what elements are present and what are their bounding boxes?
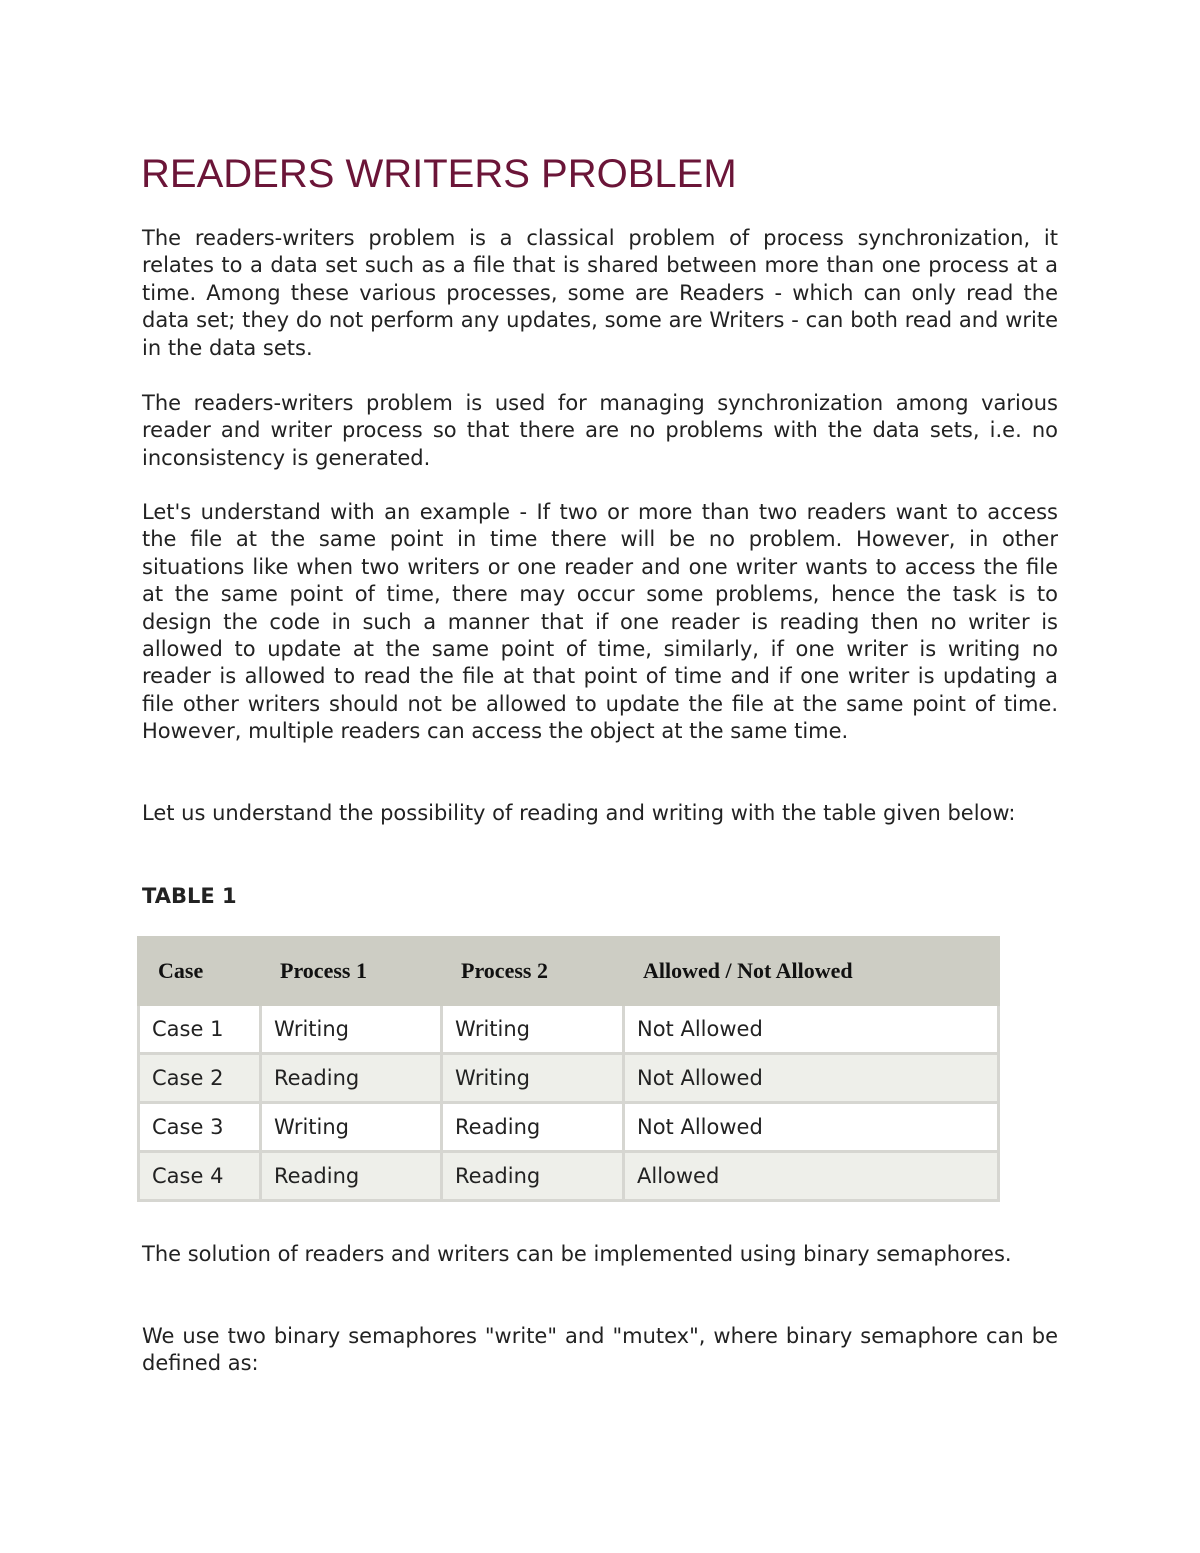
paragraph-example: Let's understand with an example - If two or more than two readers want to access the file at the same point in time there will be no problem. However, in other situations like when two writers or one reader and one writer wants to access the file at the same point of time, there may occur some problems, hence the task is to design the code in such a manner that if one reader is reading then no writer is allowed to update at the same point of time, similarly, if one writer is writing no reader is allowed to read the file at that point of time and if one writer is updating a file other writers should not be allowed to update the file at the same point of time. However, multiple readers can access the object at the same time. <box>142 500 1058 744</box>
table-row <box>139 1152 999 1201</box>
table-cell-case: Case 1 <box>139 1005 261 1054</box>
table-cell-process-1: Reading <box>261 1152 442 1201</box>
page-title: READERS WRITERS PROBLEM <box>141 152 737 196</box>
paragraph-semaphores: We use two binary semaphores "write" and "mutex", where binary semaphore can be defined as: <box>142 1324 1058 1376</box>
table-cell-process-2: Reading <box>442 1152 624 1201</box>
table-cell-process-1: Writing <box>261 1103 442 1152</box>
table-header-process-2: Process 2 <box>442 938 624 1005</box>
table-cell-case: Case 2 <box>139 1054 261 1103</box>
table-cell-process-2: Writing <box>442 1054 624 1103</box>
cases-table <box>137 936 1000 1202</box>
cases-table-container <box>137 936 997 1202</box>
table-cell-allowed: Not Allowed <box>624 1054 999 1103</box>
paragraph-solution: The solution of readers and writers can be implemented using binary semaphores. <box>142 1242 1012 1266</box>
table-cell-process-1: Writing <box>261 1005 442 1054</box>
table-row <box>139 1103 999 1152</box>
table-cell-allowed: Allowed <box>624 1152 999 1201</box>
table-header-case: Case <box>139 938 261 1005</box>
table-cell-process-2: Reading <box>442 1103 624 1152</box>
paragraph-intro: The readers-writers problem is a classical problem of process synchronization, it relates to a data set such as a file that is shared between more than one process at a time. Among these various processes, some are Readers - which can only read the data set; they do not perform any updates, some are Writers - can both read and write in the data sets. <box>142 226 1058 360</box>
table-cell-process-1: Reading <box>261 1054 442 1103</box>
table-cell-allowed: Not Allowed <box>624 1005 999 1054</box>
table-row <box>139 1005 999 1054</box>
table-cell-case: Case 3 <box>139 1103 261 1152</box>
table-cell-process-2: Writing <box>442 1005 624 1054</box>
table-header-process-1: Process 1 <box>261 938 442 1005</box>
table-label: TABLE 1 <box>142 884 237 908</box>
table-row <box>139 1054 999 1103</box>
table-header-row <box>139 938 999 1005</box>
paragraph-table-intro: Let us understand the possibility of reading and writing with the table given below: <box>142 801 1016 825</box>
paragraph-purpose: The readers-writers problem is used for managing synchronization among various reader and writer process so that there are no problems with the data sets, i.e. no inconsistency is generated. <box>142 391 1058 470</box>
table-header-allowed: Allowed / Not Allowed <box>624 938 999 1005</box>
table-cell-case: Case 4 <box>139 1152 261 1201</box>
table-cell-allowed: Not Allowed <box>624 1103 999 1152</box>
